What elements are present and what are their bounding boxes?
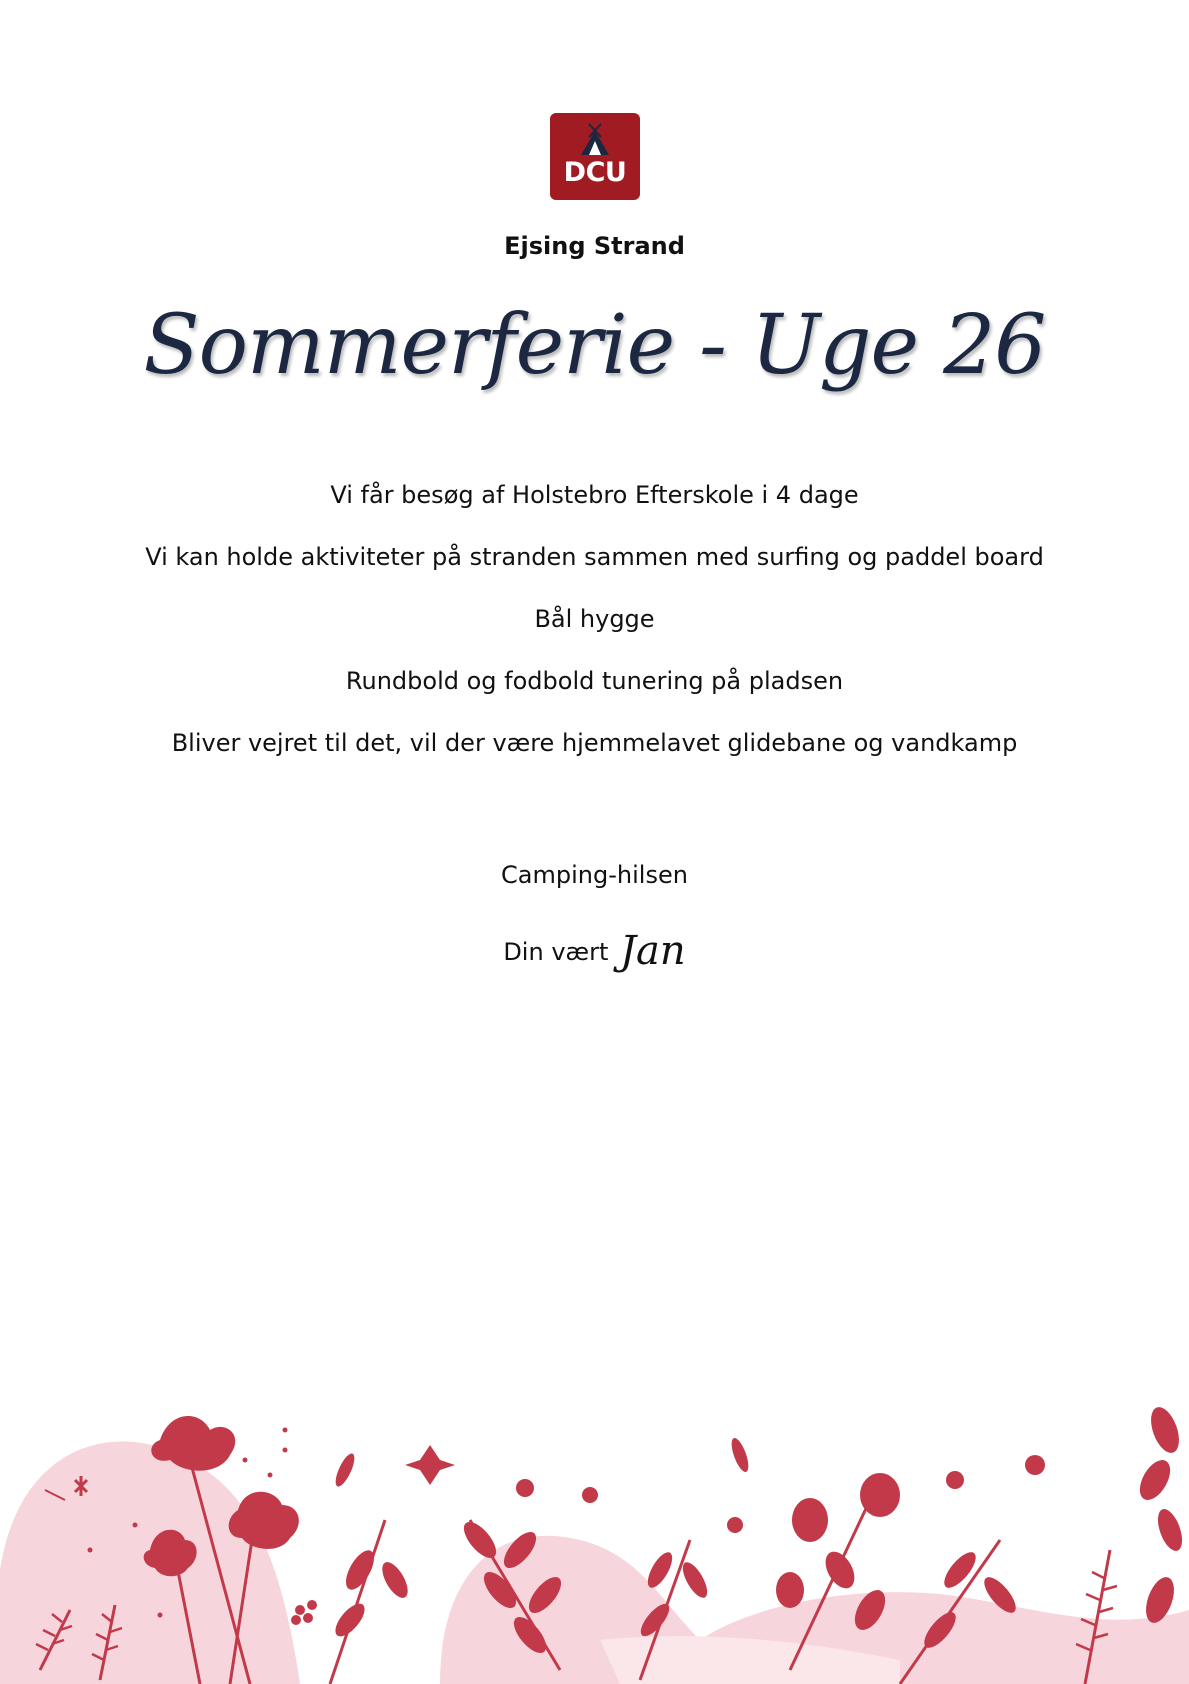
activity-list <box>120 478 1069 788</box>
logo-text: DCU <box>563 157 627 188</box>
signature: Jan <box>620 928 686 974</box>
host-line <box>0 928 1189 974</box>
paragraph: Vi får besøg af Holstebro Efterskole i 4 dage <box>330 481 859 509</box>
tent-icon <box>577 121 613 157</box>
dcu-logo <box>550 113 640 200</box>
paragraph: Vi kan holde aktiviteter på stranden sammen med surfing og paddel board <box>145 543 1044 571</box>
paragraph: Bål hygge <box>534 605 655 633</box>
paragraph: Bliver vejret til det, vil der være hjemmelavet glidebane og vandkamp <box>171 729 1018 757</box>
site-name: Ejsing Strand <box>504 232 685 260</box>
greeting: Camping-hilsen <box>501 861 688 889</box>
page-title: Sommerferie - Uge 26 <box>143 298 1046 393</box>
host-prefix: Din vært <box>503 938 609 966</box>
paragraph: Rundbold og fodbold tunering på pladsen <box>345 667 844 695</box>
floral-decoration <box>0 1400 1189 1684</box>
